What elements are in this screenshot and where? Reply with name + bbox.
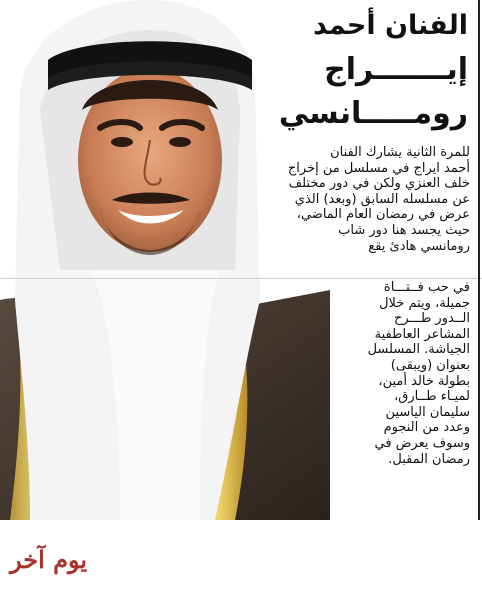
body-line: وعدد من النجوم <box>383 420 470 436</box>
body-line: بعنوان (ويبقى) <box>390 357 470 373</box>
source-label: يوم آخر <box>10 545 88 574</box>
body-line: في حب فــتـــاة <box>383 280 470 295</box>
headline-line-1: الفنان أحمد <box>313 10 468 41</box>
body-line: جميلة، ويتم خلال <box>379 295 470 311</box>
body-line: وسوف يعرض في <box>374 435 470 451</box>
body-line: الجياشة. المسلسل <box>367 342 470 358</box>
column-rule <box>478 0 480 520</box>
body-line: رمضان المقبل. <box>388 451 470 467</box>
article-body-narrow <box>338 280 470 467</box>
article-headline <box>238 4 468 136</box>
body-line: أحمد ايراج في مسلسل من إخراج <box>287 160 470 176</box>
body-line: رومانسي هادئ يقع <box>368 238 470 254</box>
body-line: بطولة خالد أمين، <box>378 373 470 389</box>
body-line: للمرة الثانية يشارك الفنان <box>330 145 470 160</box>
body-line: حيث يجسد هنا دور شاب <box>338 222 470 238</box>
body-line: سليمان الياسين <box>385 404 470 420</box>
headline-line-2: إيـــــــراج <box>324 52 468 87</box>
article-body-wide <box>280 145 470 254</box>
fold-line <box>0 278 482 279</box>
body-line: الــدور طـــرح <box>393 311 470 327</box>
body-line: عرض في رمضان العام الماضي، <box>296 207 470 223</box>
body-line: لميـاء طــارق، <box>394 389 470 405</box>
body-line: عن مسلسله السابق (وبعد) الذي <box>294 191 470 207</box>
body-line: خلف العنزي ولكن في دور مختلف <box>288 176 470 192</box>
body-line: المشاعر العاطفية <box>374 326 470 342</box>
headline-line-3: رومـــــانسي <box>278 96 468 131</box>
